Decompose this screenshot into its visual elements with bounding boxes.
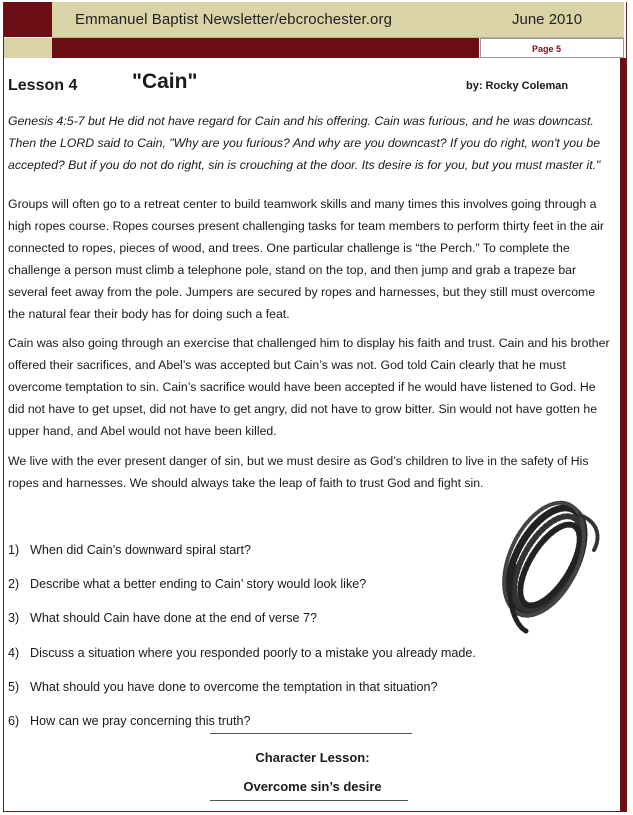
question-text: What should Cain have done at the end of verse 7? <box>30 611 318 625</box>
question-item <box>8 646 476 660</box>
question-item <box>8 543 251 557</box>
subheader-band <box>52 38 479 58</box>
lesson-label: Lesson 4 <box>8 77 78 94</box>
divider-line <box>210 800 408 801</box>
paragraph-ropes-course: Groups will often go to a retreat center to build teamwork skills and many times this involves going through a high ropes course. Ropes courses present challenging tasks for team members to perform thirty feet in the air connected to ropes, pieces of wood, and trees. One particular challenge is “the Perch.” To complete the challenge a person must climb a telephone pole, stand on the top, and then jump and grab a trapeze bar several feet away from the pole. Jumpers are secured by ropes and harnesses, but they still must overcome the natural fear their body has for doing such a feat. <box>8 197 604 321</box>
question-text: What should you have done to overcome the temptation in that situation? <box>30 680 438 694</box>
question-text: Describe what a better ending to Cain’ story would look like? <box>30 577 367 591</box>
question-text: How can we pray concerning this truth? <box>30 714 251 728</box>
question-text: Discuss a situation where you responded poorly to a mistake you already made. <box>30 646 476 660</box>
right-accent-bar <box>620 58 626 812</box>
question-number: 1) <box>8 543 20 557</box>
newsletter-title: Emmanuel Baptist Newsletter/ebcrochester.org <box>75 11 393 28</box>
paragraph-safety: We live with the ever present danger of sin, but we must desire as God’s children to live in the safety of His ropes and harnesses. We should always take the leap of faith to trust God and fight sin. <box>8 454 589 490</box>
character-lesson-value <box>0 779 633 794</box>
paragraph-cain-exercise: Cain was also going through an exercise that challenged him to display his faith and trust. Cain and his brother offered their sacrifices, and Abel’s was accepted but Cain’s was not. God told Cain clearly that he must overcome temptation to sin. Cain’s sacrifice would have been accepted if he would have listened to God. He did not have to get upset, did not have to get angry, did not have to grow bitter. Sin would not have gotten he upper hand, and Abel would not have been killed. <box>8 336 610 438</box>
coiled-rope-image <box>484 495 614 635</box>
character-lesson-heading <box>0 750 633 765</box>
question-number: 2) <box>8 577 20 591</box>
question-number: 5) <box>8 680 20 694</box>
divider-line <box>210 733 412 734</box>
question-number: 4) <box>8 646 20 660</box>
question-item <box>8 680 437 694</box>
lesson-author: by: Rocky Coleman <box>466 80 569 92</box>
question-item <box>8 611 317 625</box>
scripture-passage: Genesis 4:5-7 but He did not have regard for Cain and his offering. Cain was furious, and he was downcast. Then the LORD said to Cain, "Why are you furious? And why are you downcast? If you do right, won't you be accepted? But if you do not do right, sin is crouching at the door. Its desire is for you, but you must master it." <box>8 114 601 172</box>
page-number: Page 5 <box>532 44 562 54</box>
question-number: 3) <box>8 611 20 625</box>
character-lesson-heading-text: Character Lesson: <box>255 750 370 765</box>
question-number: 6) <box>8 714 20 728</box>
header-corner-block <box>4 2 52 37</box>
subheader-corner-block <box>4 38 52 58</box>
question-item <box>8 577 366 591</box>
character-lesson-value-text: Overcome sin’s desire <box>243 779 382 794</box>
question-item <box>8 714 251 728</box>
question-text: When did Cain’s downward spiral start? <box>30 543 251 557</box>
issue-date: June 2010 <box>512 11 583 28</box>
lesson-title: "Cain" <box>132 70 198 93</box>
